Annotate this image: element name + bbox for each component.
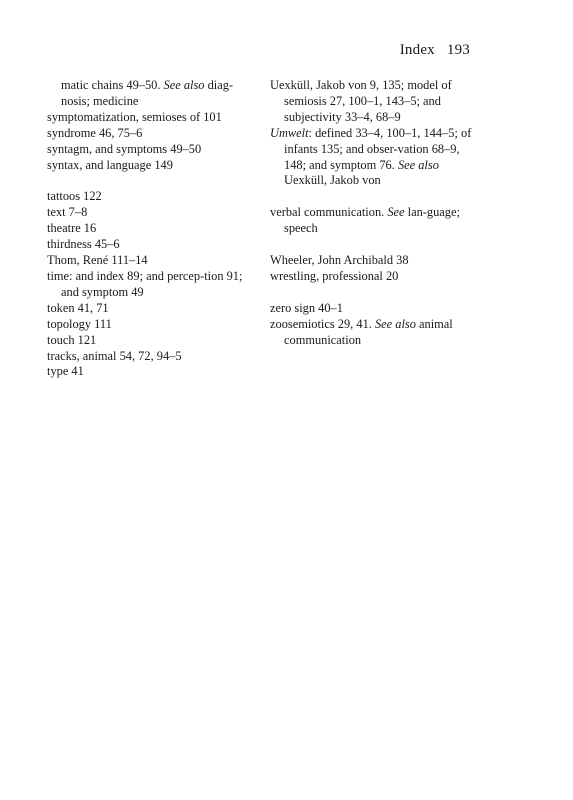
index-entry-italic-text: See xyxy=(387,205,405,220)
index-entry xyxy=(270,126,480,190)
index-entry xyxy=(47,205,257,221)
index-entry-text: syndrome 46, 75–6 xyxy=(47,125,143,140)
index-entry xyxy=(47,333,257,349)
index-entry xyxy=(47,110,257,126)
index-column-right xyxy=(270,78,480,349)
index-entry-text: syntagm, and symptoms 49–50 xyxy=(47,141,202,156)
index-entry xyxy=(270,205,480,237)
index-entry-text: tracks, animal 54, 72, 94–5 xyxy=(47,348,182,363)
index-entry xyxy=(270,78,480,126)
index-entry xyxy=(270,253,480,269)
index-entry xyxy=(270,301,480,317)
running-header xyxy=(400,42,470,59)
index-entry xyxy=(270,269,480,285)
index-entry-text: text 7–8 xyxy=(47,205,88,220)
index-entry-text: Thom, René 111–14 xyxy=(47,253,148,268)
index-entry xyxy=(47,349,257,365)
index-entry xyxy=(47,237,257,253)
index-entry-text: wrestling, professional 20 xyxy=(270,269,399,284)
index-entry-text: : defined 33–4, 100–1, 144–5; of infants 135; and obser-vation 68–9, 148; and symptom 76. xyxy=(284,125,472,172)
index-entry-italic-text: See also xyxy=(397,157,439,172)
index-entry xyxy=(47,301,257,317)
index-entry-text: syntax, and language 149 xyxy=(47,157,173,172)
index-entry-text: verbal communication. xyxy=(270,205,388,220)
index-entry-text: Uexküll, Jakob von 9, 135; model of semiosis 27, 100–1, 143–5; and subjectivity 33–4, 68–9 xyxy=(270,78,452,124)
index-entry-italic-text: See also xyxy=(163,78,205,92)
index-entry xyxy=(270,317,480,349)
index-entry-text: type 41 xyxy=(47,364,84,379)
index-entry-text: diag-nosis; medicine xyxy=(61,78,234,108)
index-entry-text: tattoos 122 xyxy=(47,189,102,204)
index-entry-text: zoosemiotics 29, 41. xyxy=(270,316,375,331)
index-entry-text: theatre 16 xyxy=(47,221,97,236)
entry-group-gap xyxy=(270,189,480,205)
index-entry-text: thirdness 45–6 xyxy=(47,237,120,252)
index-entry-text: symptomatization, semioses of 101 xyxy=(47,109,222,124)
page-number: 193 xyxy=(446,42,470,58)
index-entry xyxy=(47,78,257,110)
index-entry xyxy=(47,126,257,142)
index-entry-text: Wheeler, John Archibald 38 xyxy=(270,253,409,268)
index-entry xyxy=(47,142,257,158)
index-entry xyxy=(47,269,257,301)
index-entry xyxy=(47,189,257,205)
entry-group-gap xyxy=(270,285,480,301)
index-entry-text: time: and index 89; and percep-tion 91; and symptom 49 xyxy=(47,268,243,299)
index-entry-italic-text: Umwelt xyxy=(270,125,309,140)
index-entry-text: animal communication xyxy=(284,316,453,347)
index-entry xyxy=(47,253,257,269)
index-entry xyxy=(47,317,257,333)
index-entry xyxy=(47,221,257,237)
entry-group-gap xyxy=(47,173,257,189)
index-column-left xyxy=(47,78,257,380)
index-entry-italic-text: See also xyxy=(374,316,416,331)
index-entry-text: Uexküll, Jakob von xyxy=(284,173,381,188)
index-entry-text: matic chains 49–50. xyxy=(61,78,164,92)
entry-group-gap xyxy=(270,237,480,253)
index-entry-text: lan-guage; speech xyxy=(284,205,460,236)
running-header-title: Index xyxy=(399,42,435,58)
index-entry-text: touch 121 xyxy=(47,332,97,347)
index-entry-text: zero sign 40–1 xyxy=(270,300,343,315)
index-entry xyxy=(47,364,257,380)
index-entry-text: token 41, 71 xyxy=(47,300,109,315)
index-entry xyxy=(47,158,257,174)
index-entry-text: topology 111 xyxy=(47,316,112,331)
